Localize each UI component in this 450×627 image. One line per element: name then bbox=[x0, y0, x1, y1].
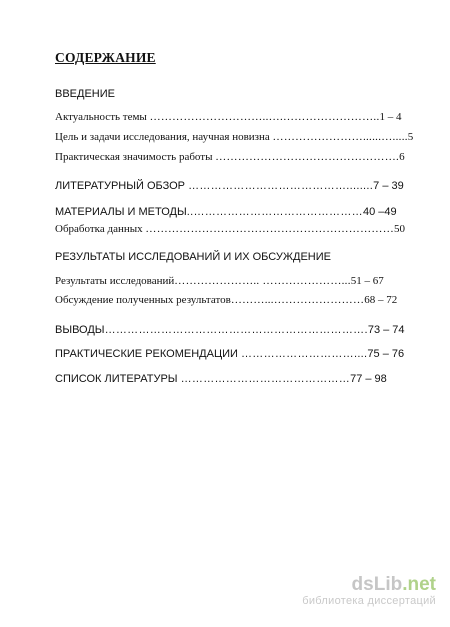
toc-dots: ………...…………………… bbox=[230, 294, 365, 306]
toc-pages: 51 – 67 bbox=[350, 275, 384, 287]
toc-label: ПРАКТИЧЕСКИЕ РЕКОМЕНДАЦИИ bbox=[55, 348, 238, 360]
toc-entry bbox=[55, 323, 405, 337]
toc-pages: 7 – 39 bbox=[373, 180, 404, 192]
toc-label: Практическая значимость работы bbox=[55, 151, 213, 163]
toc-dots: …………………………..….…………………….. bbox=[149, 111, 380, 123]
toc-label: Цель и задачи исследования, научная новизна bbox=[55, 131, 270, 143]
toc-entry bbox=[55, 205, 395, 219]
toc-dots: ………………………….... bbox=[240, 348, 368, 360]
watermark-subtitle: библиотека диссертаций bbox=[302, 595, 436, 607]
toc-pages: 77 – 98 bbox=[350, 373, 387, 385]
toc-entry bbox=[55, 110, 402, 124]
toc-label: Актуальность темы bbox=[55, 111, 147, 123]
toc-label: ВЫВОДЫ bbox=[55, 324, 105, 336]
toc-label: СПИСОК ЛИТЕРАТУРЫ bbox=[55, 373, 178, 385]
toc-label: Результаты исследований bbox=[55, 275, 175, 287]
toc-dots: ……………………......…..... bbox=[272, 131, 408, 143]
toc-dots: …………………………………………. bbox=[215, 151, 400, 163]
toc-entry bbox=[55, 222, 405, 236]
toc-entry bbox=[55, 179, 404, 193]
toc-label: Обработка данных bbox=[55, 223, 143, 235]
toc-entry bbox=[55, 150, 405, 164]
toc-entry bbox=[55, 130, 414, 144]
watermark-logo-tld: .net bbox=[402, 574, 436, 595]
toc-entry bbox=[55, 347, 405, 361]
toc-pages: 50 bbox=[394, 223, 405, 235]
watermark bbox=[302, 575, 436, 607]
toc-label: Обсуждение полученных результатов bbox=[55, 294, 231, 306]
toc-entry bbox=[55, 372, 395, 386]
toc-pages: 73 – 74 bbox=[367, 324, 405, 336]
toc-label: ЛИТЕРАТУРНЫЙ ОБЗОР bbox=[55, 180, 186, 192]
toc-dots: ……………………………………………………………. bbox=[104, 324, 368, 336]
page-title: СОДЕРЖАНИЕ bbox=[55, 50, 156, 65]
toc-pages: 6 bbox=[399, 151, 405, 163]
toc-dots: ………………………………………………………… bbox=[145, 223, 394, 235]
toc-label: МАТЕРИАЛЫ И МЕТОДЫ bbox=[55, 206, 187, 218]
toc-pages: 68 – 72 bbox=[364, 294, 398, 306]
toc-pages: 75 – 76 bbox=[367, 348, 405, 360]
toc-entry bbox=[55, 293, 398, 307]
toc-dots: ..……………………………………… bbox=[186, 206, 363, 218]
toc-dots: ……………………………………… bbox=[180, 373, 351, 385]
toc-dots: ………………….. …………………... bbox=[174, 275, 351, 287]
watermark-logo-main: dsLib bbox=[351, 574, 403, 595]
toc-pages: 40 –49 bbox=[362, 206, 397, 218]
toc-pages: 1 – 4 bbox=[379, 111, 402, 123]
toc-entry bbox=[55, 274, 395, 288]
section-heading-intro: ВВЕДЕНИЕ bbox=[55, 88, 115, 100]
section-heading-results: РЕЗУЛЬТАТЫ ИССЛЕДОВАНИЙ И ИХ ОБСУЖДЕНИЕ bbox=[55, 251, 331, 263]
watermark-logo bbox=[302, 575, 436, 595]
toc-dots: ……………………………………........ bbox=[188, 180, 374, 192]
toc-pages: 5 bbox=[407, 131, 414, 143]
